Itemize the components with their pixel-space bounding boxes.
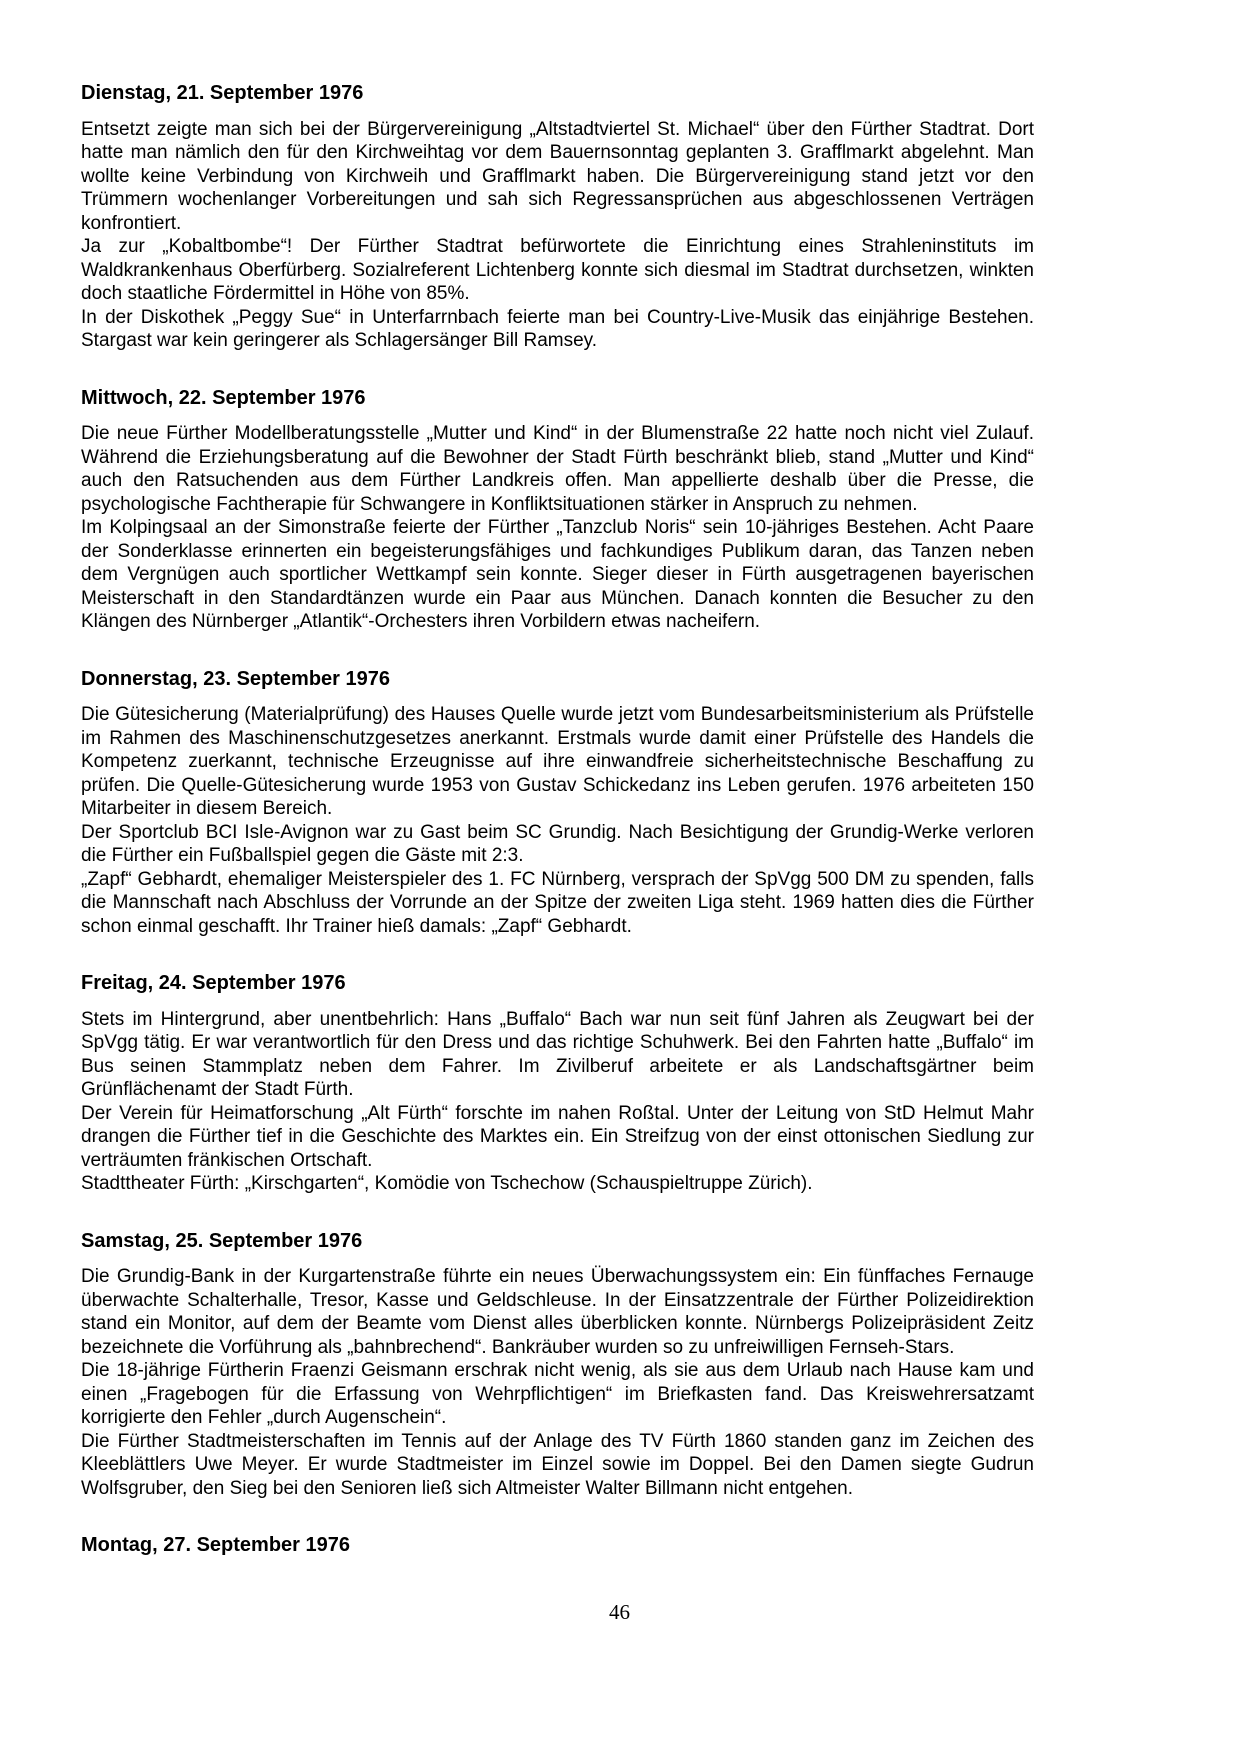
- section-heading-date: Dienstag, 21. September 1976: [81, 82, 364, 104]
- chronicle-paragraph: Der Sportclub BCI Isle-Avignon war zu Gast beim SC Grundig. Nach Besichtigung der Grundig-Werke verloren die Fürther ein Fußballspiel gegen die Gäste mit 2:3.: [81, 821, 1034, 866]
- chronicle-paragraph: Stadttheater Fürth: „Kirschgarten“, Komödie von Tschechow (Schauspieltruppe Zürich).: [81, 1173, 813, 1194]
- chronicle-section: [81, 1230, 1034, 1501]
- chronicle-paragraph: Der Verein für Heimatforschung „Alt Fürth“ forschte im nahen Roßtal. Unter der Leitung von StD Helmut Mahr drangen die Fürther tief in die Geschichte des Marktes ein. Ein Streifzug von der einst ottonischen Siedlung zur verträumten fränkischen Ortschaft.: [81, 1102, 1034, 1171]
- section-heading-date: Donnerstag, 23. September 1976: [81, 667, 391, 690]
- page-number: 46: [609, 1600, 630, 1624]
- chronicle-paragraph: „Zapf“ Gebhardt, ehemaliger Meisterspieler des 1. FC Nürnberg, versprach der SpVgg 500 DM zu spenden, falls die Mannschaft nach Abschluss der Vorrunde an der Spitze der zweiten Liga steht. 1969 hatten dies die Fürther schon einmal geschafft. Ihr Trainer hieß damals: „Zapf“ Gebhardt.: [81, 868, 1034, 937]
- chronicle-paragraph: Entsetzt zeigte man sich bei der Bürgervereinigung „Altstadtviertel St. Michael“ über den Fürther Stadtrat. Dort hatte man nämlich den für den Kirchweihtag vor dem Bauernsonntag geplanten 3. Grafflmarkt abgelehnt. Man wollte keine Verbindung von Kirchweih und Grafflmarkt haben. Die Bürgervereinigung stand jetzt vor den Trümmern wochenlanger Vorbereitungen und sah sich Regressansprüchen aus abgeschlossenen Verträgen konfrontiert.: [81, 118, 1034, 234]
- chronicle-paragraph: Ja zur „Kobaltbombe“! Der Fürther Stadtrat befürwortete die Einrichtung eines Strahleninstituts im Waldkrankenhaus Oberfürberg. Sozialreferent Lichtenberg konnte sich diesmal im Stadtrat durchsetzen, winkten doch staatliche Fördermittel in Höhe von 85%.: [81, 236, 1034, 304]
- section-heading-date: Freitag, 24. September 1976: [81, 972, 346, 994]
- chronicle-section: [81, 972, 1034, 1196]
- chronicle-paragraph: Die 18-jährige Fürtherin Fraenzi Geismann erschrak nicht wenig, als sie aus dem Urlaub nach Hause kam und einen „Fragebogen für die Erfassung von Wehrpflichtigen“ im Briefkasten fand. Das Kreiswehrersatzamt korrigierte den Fehler „durch Augenschein“.: [81, 1360, 1034, 1428]
- chronicle-section: [81, 668, 1034, 939]
- chronicle-section: [81, 387, 1034, 634]
- section-heading-date: Montag, 27. September 1976: [81, 1534, 350, 1556]
- section-heading-date: Samstag, 25. September 1976: [81, 1229, 363, 1252]
- chronicle-section: [81, 1534, 1034, 1558]
- chronicle-paragraph: In der Diskothek „Peggy Sue“ in Unterfarrnbach feierte man bei Country-Live-Musik das einjährige Bestehen. Stargast war kein geringerer als Schlagersänger Bill Ramsey.: [81, 306, 1034, 351]
- chronicle-paragraph: Die Grundig-Bank in der Kurgartenstraße führte ein neues Überwachungssystem ein: Ein fünffaches Fernauge überwachte Schalterhalle, Tresor, Kasse und Geldschleuse. In der Einsatzzentrale der Fürther Polizeidirektion stand ein Monitor, auf dem der Beamte vom Dienst alles überblicken konnte. Nürnbergs Polizeipräsident Zeitz bezeichnete die Vorführung als „bahnbrechend“. Bankräuber wurden so zu unfreiwilligen Fernseh-Stars.: [81, 1266, 1034, 1358]
- chronicle-section: [81, 82, 1034, 353]
- chronicle-paragraph: Die Gütesicherung (Materialprüfung) des Hauses Quelle wurde jetzt vom Bundesarbeitsministerium als Prüfstelle im Rahmen des Maschinenschutzgesetzes anerkannt. Erstmals wurde damit einer Prüfstelle des Handels die Kompetenz zuerkannt, technische Erzeugnisse auf ihre einwandfreie sicherheitstechnische Beschaffung zu prüfen. Die Quelle-Gütesicherung wurde 1953 von Gustav Schickedanz ins Leben gerufen. 1976 arbeiteten 150 Mitarbeiter in diesem Bereich.: [81, 704, 1034, 819]
- chronicle-paragraph: Die neue Fürther Modellberatungsstelle „Mutter und Kind“ in der Blumenstraße 22 hatte noch nicht viel Zulauf. Während die Erziehungsberatung auf die Bewohner der Stadt Fürth beschränkt blieb, stand „Mutter und Kind“ auch den Ratsuchenden aus dem Fürther Landkreis offen. Man appellierte deshalb über die Presse, die psychologische Fachtherapie für Schwangere in Konfliktsituationen stärker in Anspruch zu nehmen.: [81, 423, 1034, 515]
- chronicle-paragraph: Stets im Hintergrund, aber unentbehrlich: Hans „Buffalo“ Bach war nun seit fünf Jahren als Zeugwart bei der SpVgg tätig. Er war verantwortlich für den Dress und das richtige Schuhwerk. Bei den Fahrten hatte „Buffalo“ im Bus seinen Stammplatz neben dem Fahrer. Im Zivilberuf arbeitete er als Landschaftsgärtner beim Grünflächenamt der Stadt Fürth.: [81, 1008, 1034, 1100]
- section-heading-date: Mittwoch, 22. September 1976: [81, 386, 366, 409]
- chronicle-paragraph: Die Fürther Stadtmeisterschaften im Tennis auf der Anlage des TV Fürth 1860 standen ganz im Zeichen des Kleeblättlers Uwe Meyer. Er wurde Stadtmeister im Einzel sowie im Doppel. Bei den Damen siegte Gudrun Wolfsgruber, den Sieg bei den Senioren ließ sich Altmeister Walter Billmann nicht entgehen.: [81, 1430, 1034, 1499]
- document-content: [81, 82, 1034, 1570]
- chronicle-paragraph: Im Kolpingsaal an der Simonstraße feierte der Fürther „Tanzclub Noris“ sein 10-jähriges Bestehen. Acht Paare der Sonderklasse erinnerten ein begeisterungsfähiges und fachkundiges Publikum daran, das Tanzen neben dem Vergnügen auch sportlicher Wettkampf sein konnte. Sieger dieser in Fürth ausgetragenen bayerischen Meisterschaft in den Standardtänzen wurde ein Paar aus München. Danach konnten die Besucher zu den Klängen des Nürnberger „Atlantik“-Orchesters ihren Vorbildern etwas nacheifern.: [81, 517, 1034, 632]
